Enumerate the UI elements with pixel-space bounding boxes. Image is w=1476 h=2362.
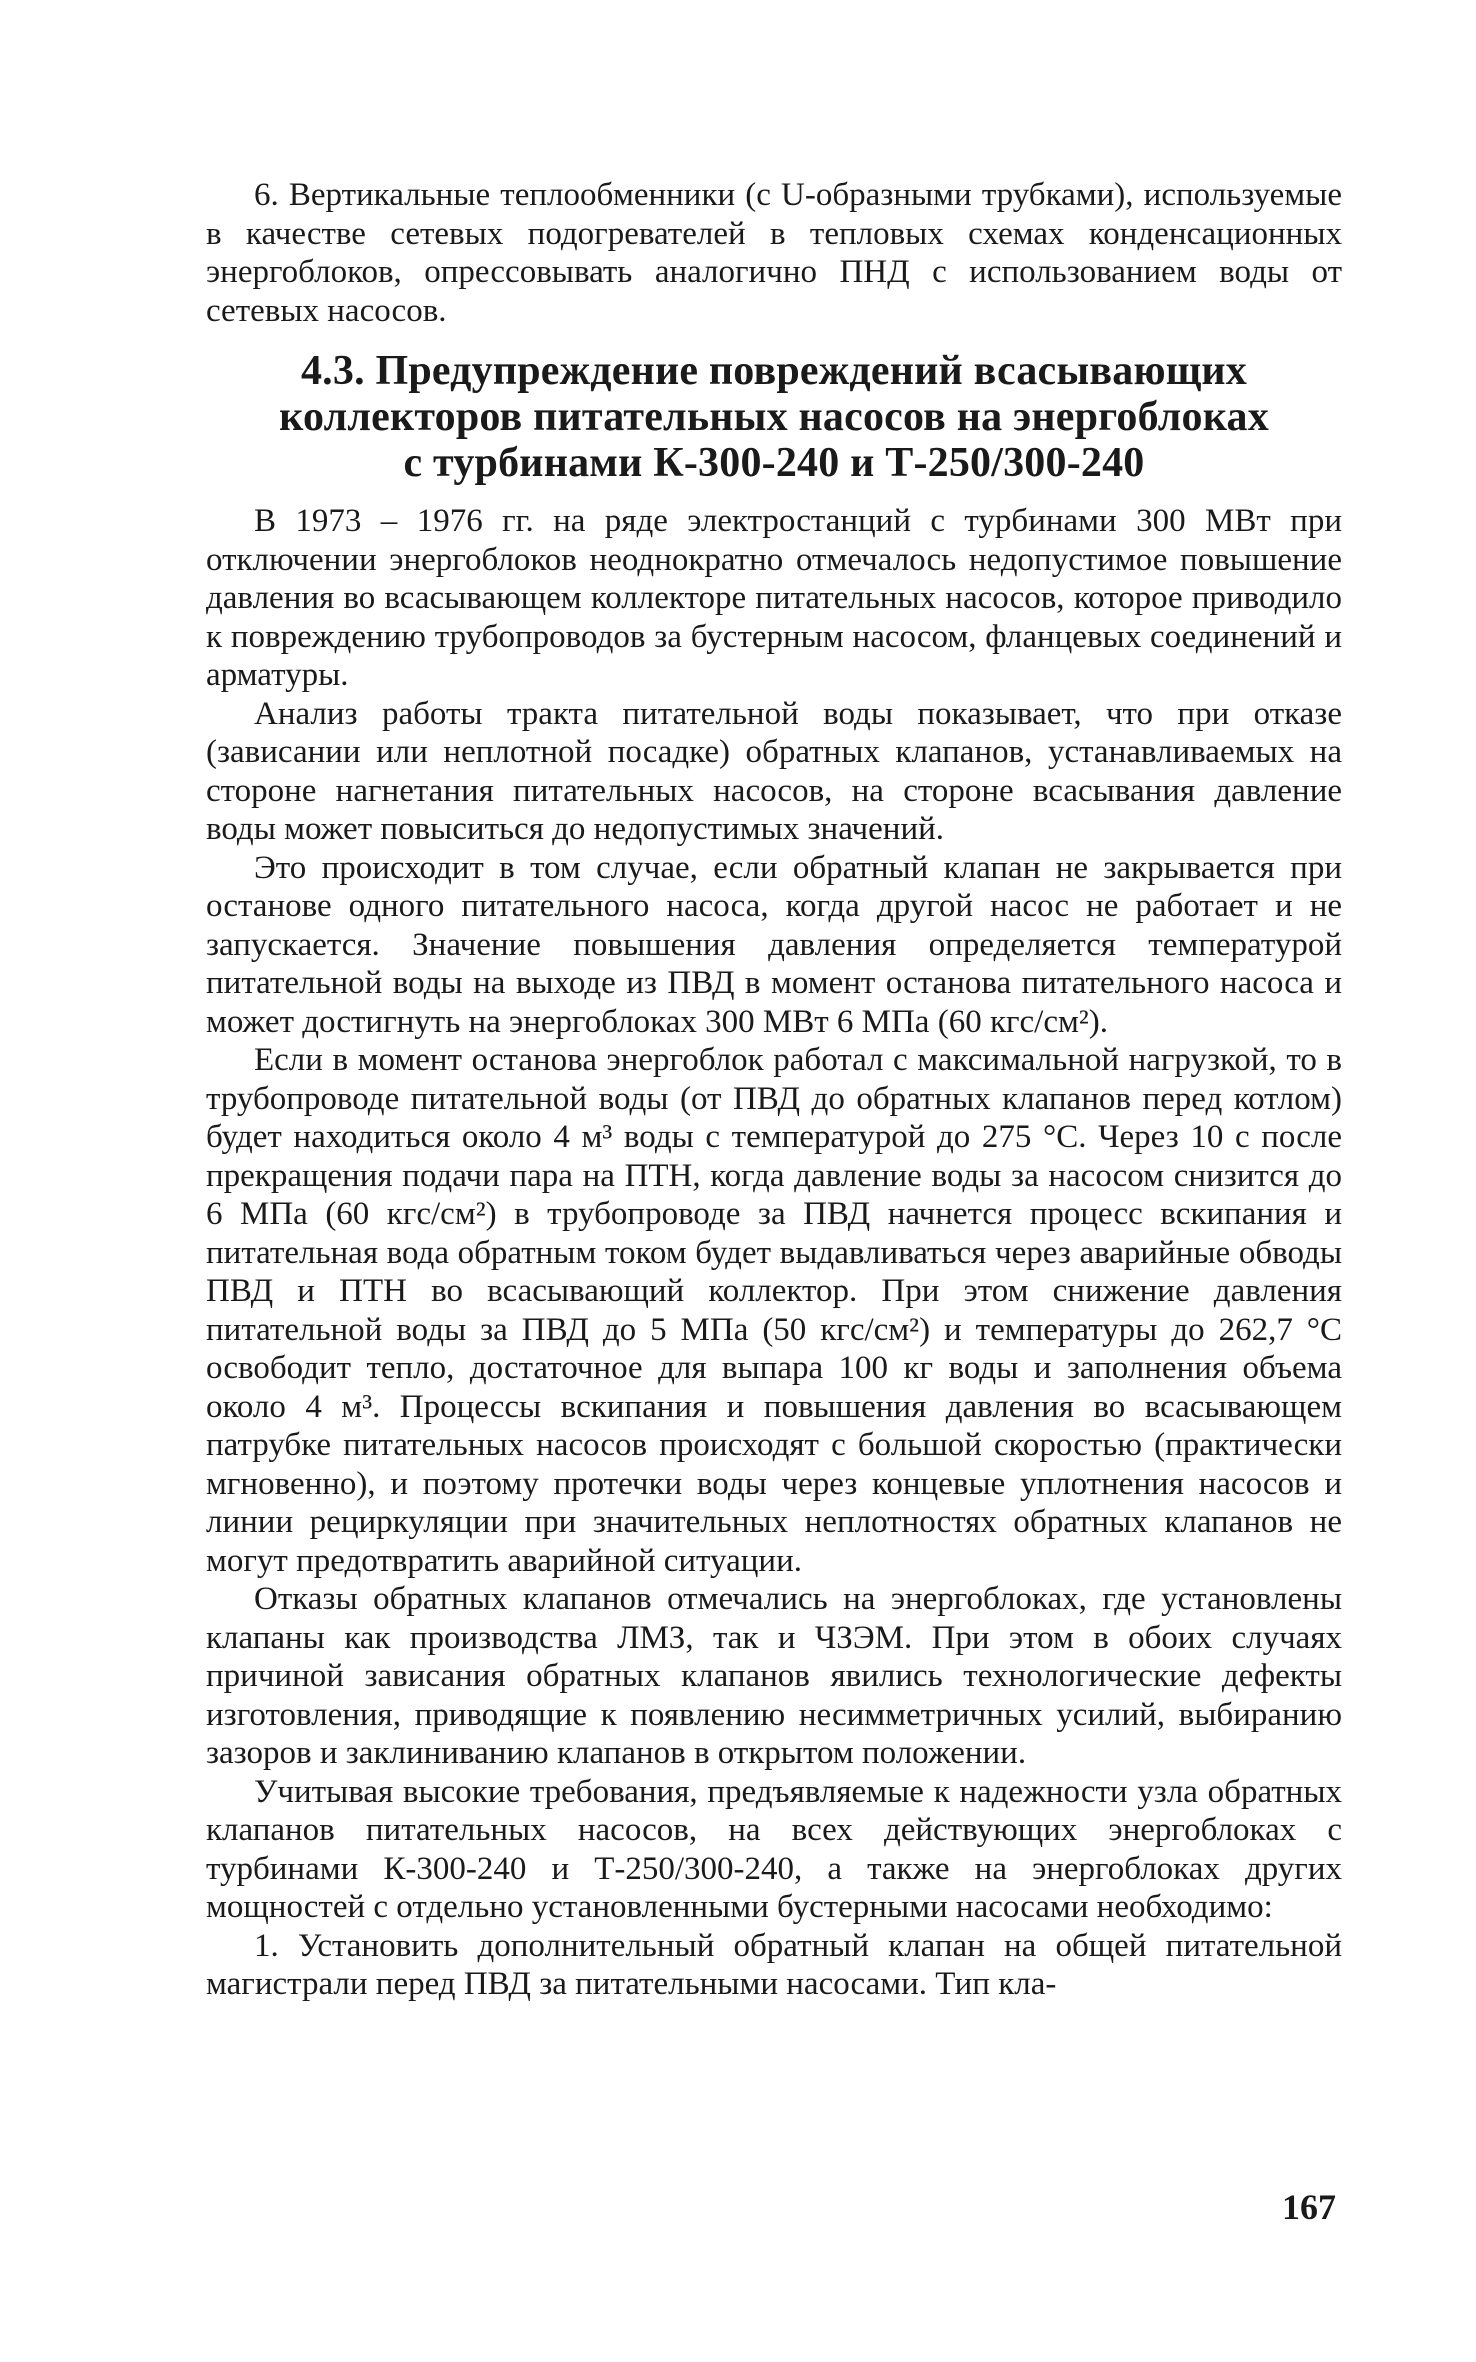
section-heading <box>206 348 1342 486</box>
page-body <box>206 176 1342 2004</box>
section-heading-line-1: 4.3. Предупреждение повреждений всасывающих <box>300 348 1248 394</box>
paragraph-4: Если в момент останова энергоблок работал с максимальной нагрузкой, то в трубопроводе питательной воды (от ПВД до обратных клапанов перед котлом) будет находиться около 4 м³ воды с температурой до 275 °С. Через 10 с после прекращения подачи пара на ПТН, когда давление воды за насосом снизится до 6 МПа (60 кгс/см²) в трубопроводе за ПВД начнется процесс вскипания и питательная вода обратным током будет выдавливаться через аварийные обводы ПВД и ПТН во всасывающий коллектор. При этом снижение давления питательной воды за ПВД до 5 МПа (50 кгс/см²) и температуры до 262,7 °С освободит тепло, достаточное для выпара 100 кг воды и заполнения объема около 4 м³. Процессы вскипания и повышения давления во всасывающем патрубке питательных насосов происходят с большой скоростью (практически мгновенно), и поэтому протечки воды через концевые уплотнения насосов и линии рециркуляции при значительных неплотностях обратных клапанов не могут предотвратить аварийной ситуации. <box>206 1042 1342 1579</box>
paragraph-6: Учитывая высокие требования, предъявляемые к надежности узла обратных клапанов питательных насосов, на всех действующих энергоблоках с турбинами К-300-240 и Т-250/300-240, а также на энергоблоках других мощностей с отдельно установленными бустерными насосами необходимо: <box>206 1773 1342 1925</box>
section-heading-line-2: коллекторов питательных насосов на энергоблоках <box>279 394 1269 440</box>
intro-paragraph: 6. Вертикальные теплообменники (с U-образными трубками), используемые в качестве сетевых подогревателей в тепловых схемах конденсационных энергоблоков, опрессовывать аналогично ПНД с использованием воды от сетевых насосов. <box>206 177 1342 329</box>
section-heading-line-3: с турбинами К-300-240 и Т-250/300-240 <box>403 440 1145 486</box>
paragraph-3: Это происходит в том случае, если обратный клапан не закрывается при останове одного питательного насоса, когда другой насос не работает и не запускается. Значение повышения давления определяется температурой питательной воды на выходе из ПВД в момент останова питательного насоса и может достигнуть на энергоблоках 300 МВт 6 МПа (60 кгс/см²). <box>206 849 1342 1040</box>
paragraph-1: В 1973 – 1976 гг. на ряде электростанций с турбинами 300 МВт при отключении энергоблоков неоднократно отмечалось недопустимое повышение давления во всасывающем коллекторе питательных насосов, которое приводило к повреждению трубопроводов за бустерным насосом, фланцевых соединений и арматуры. <box>206 503 1342 693</box>
page-number: 167 <box>1282 2187 1336 2227</box>
paragraph-2: Анализ работы тракта питательной воды показывает, что при отказе (зависании или неплотной посадке) обратных клапанов, устанавливаемых на стороне нагнетания питательных насосов, на стороне всасывания давление воды может повыситься до недопустимых значений. <box>206 695 1342 847</box>
paragraph-7: 1. Установить дополнительный обратный клапан на общей питательной магистрали перед ПВД за питательными насосами. Тип кла- <box>206 1927 1342 2002</box>
paragraph-5: Отказы обратных клапанов отмечались на энергоблоках, где установлены клапаны как производства ЛМЗ, так и ЧЗЭМ. При этом в обоих случаях причиной зависания обратных клапанов явились технологические дефекты изготовления, приводящие к появлению несимметричных усилий, выбиранию зазоров и заклиниванию клапанов в открытом положении. <box>206 1581 1342 1771</box>
